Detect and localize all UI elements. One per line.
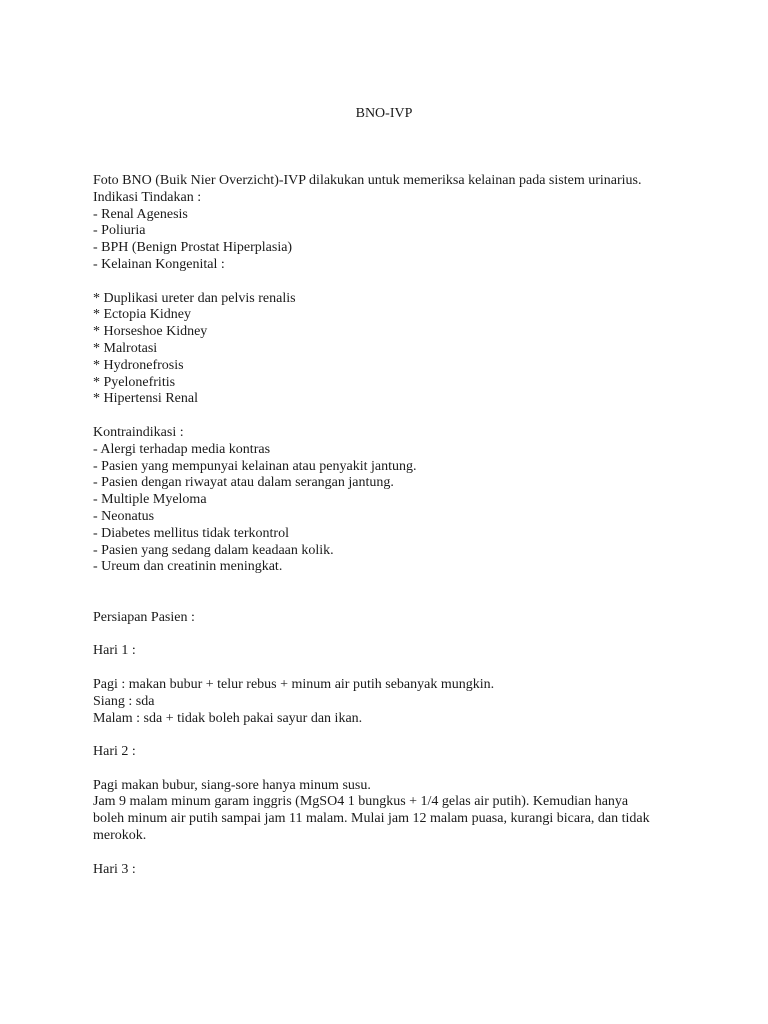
list-item: Malam : sda + tidak boleh pakai sayur dan ikan. bbox=[93, 710, 363, 726]
spacer bbox=[93, 660, 653, 677]
indikasi-list bbox=[93, 207, 653, 274]
indikasi-heading: Indikasi Tindakan : bbox=[93, 189, 202, 205]
list-item: - Poliuria bbox=[93, 223, 146, 239]
spacer bbox=[93, 627, 653, 644]
spacer bbox=[93, 845, 653, 862]
list-item: * Ectopia Kidney bbox=[93, 307, 191, 323]
list-item: * Hydronefrosis bbox=[93, 357, 184, 373]
list-item: - Neonatus bbox=[93, 508, 155, 524]
hari2-label: Hari 2 : bbox=[93, 744, 136, 760]
hari1-label: Hari 1 : bbox=[93, 643, 136, 659]
spacer bbox=[93, 408, 653, 425]
hari2-line2: Jam 9 malam minum garam inggris (MgSO4 1 bungkus + 1/4 gelas air putih). Kemudian hanya boleh minum air putih sampai jam 11 malam. Mulai jam 12 malam puasa, kurangi bicara, dan tidak merokok. bbox=[93, 794, 654, 844]
list-item: * Pyelonefritis bbox=[93, 374, 176, 390]
list-item: - Renal Agenesis bbox=[93, 206, 188, 222]
list-item: - Pasien yang mempunyai kelainan atau penyakit jantung. bbox=[93, 458, 417, 474]
list-item: - Multiple Myeloma bbox=[93, 492, 207, 508]
list-item: - Ureum dan creatinin meningkat. bbox=[93, 559, 283, 575]
list-item: - Kelainan Kongenital : bbox=[93, 256, 225, 272]
persiapan-heading: Persiapan Pasien : bbox=[93, 609, 195, 625]
hari2-line1: Pagi makan bubur, siang-sore hanya minum susu. bbox=[93, 777, 371, 793]
spacer bbox=[93, 274, 653, 291]
spacer bbox=[93, 576, 653, 610]
hari1-lines bbox=[93, 677, 653, 727]
list-item: * Duplikasi ureter dan pelvis renalis bbox=[93, 290, 296, 306]
list-item: Pagi : makan bubur + telur rebus + minum air putih sebanyak mungkin. bbox=[93, 676, 495, 692]
spacer bbox=[93, 761, 653, 778]
list-item: * Hipertensi Renal bbox=[93, 391, 198, 407]
kongenital-list bbox=[93, 291, 653, 409]
hari3-label: Hari 3 : bbox=[93, 861, 136, 877]
list-item: - Alergi terhadap media kontras bbox=[93, 441, 271, 457]
kontraindikasi-heading: Kontraindikasi : bbox=[93, 424, 184, 440]
list-item: - Pasien dengan riwayat atau dalam serangan jantung. bbox=[93, 475, 394, 491]
document-body bbox=[93, 173, 653, 878]
list-item: - Pasien yang sedang dalam keadaan kolik. bbox=[93, 542, 334, 558]
spacer bbox=[93, 727, 653, 744]
list-item: Siang : sda bbox=[93, 693, 155, 709]
list-item: * Malrotasi bbox=[93, 340, 158, 356]
intro-paragraph: Foto BNO (Buik Nier Overzicht)-IVP dilakukan untuk memeriksa kelainan pada sistem urinarius. bbox=[93, 173, 642, 188]
list-item: * Horseshoe Kidney bbox=[93, 324, 208, 340]
list-item: - BPH (Benign Prostat Hiperplasia) bbox=[93, 240, 293, 256]
list-item: - Diabetes mellitus tidak terkontrol bbox=[93, 525, 289, 541]
kontraindikasi-list bbox=[93, 442, 653, 576]
document-title: BNO-IVP bbox=[355, 106, 413, 121]
